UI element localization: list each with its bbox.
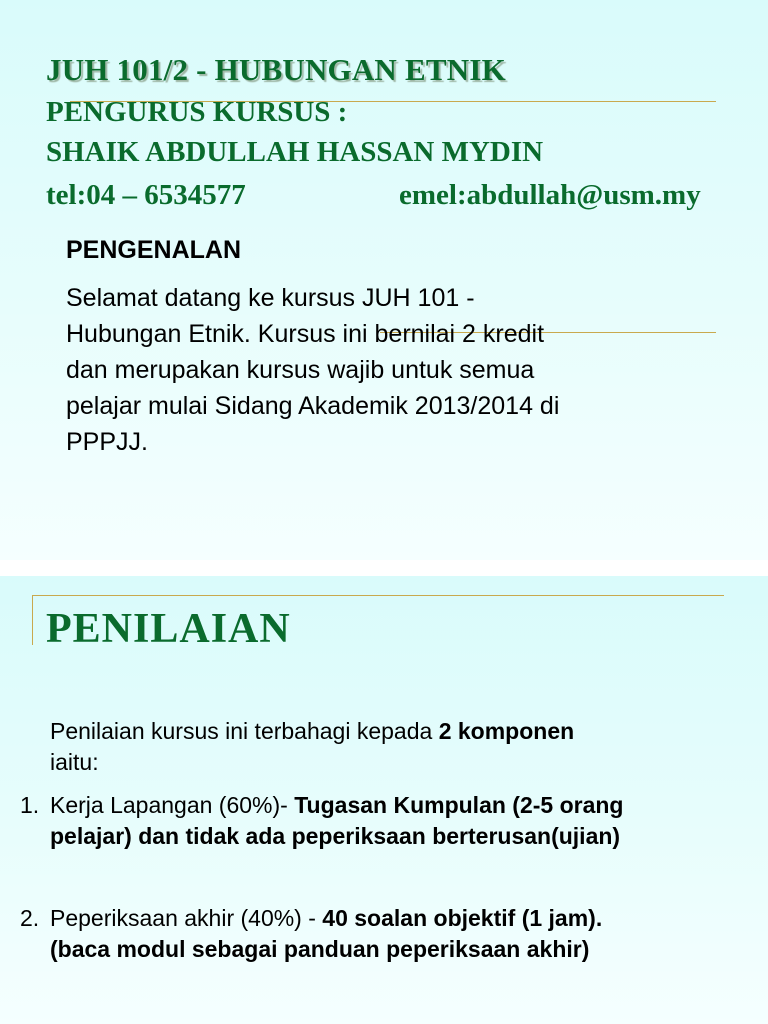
title-frame-top	[32, 595, 724, 596]
intro-line: dan merupakan kursus wajib untuk semua	[66, 356, 535, 384]
coordinator-label: PENGURUS KURSUS :	[46, 96, 348, 128]
intro-line: pelajar mulai Sidang Akademik 2013/2014 di	[66, 392, 560, 420]
assessment-intro	[50, 716, 574, 778]
item-1-text: Kerja Lapangan (60%)-	[50, 792, 295, 818]
assessment-item-2	[50, 903, 765, 965]
slide-title: JUH 101/2 - HUBUNGAN ETNIK	[46, 52, 506, 87]
intro-bold: 2 komponen	[438, 718, 575, 744]
contact-line	[46, 179, 726, 212]
item-2-text: Peperiksaan akhir (40%) -	[50, 905, 323, 931]
intro-text-2: iaitu:	[50, 749, 99, 775]
intro-line: Hubungan Etnik. Kursus ini bernilai 2 kredit	[66, 320, 545, 348]
item-2-number: 2.	[20, 905, 40, 931]
intro-text: Penilaian kursus ini terbahagi kepada	[50, 718, 439, 744]
intro-line: PPPJJ.	[66, 428, 148, 456]
intro-line: Selamat datang ke kursus JUH 101 -	[66, 284, 475, 312]
item-1-bold: Tugasan Kumpulan (2-5 orang	[294, 792, 624, 818]
item-1-number: 1.	[20, 792, 40, 818]
section-heading: PENGENALAN	[66, 236, 242, 264]
title-frame-left	[32, 595, 33, 645]
intro-paragraph	[66, 280, 716, 460]
coordinator-name: SHAIK ABDULLAH HASSAN MYDIN	[46, 136, 544, 168]
telephone: tel:04 – 6534577	[46, 179, 246, 211]
item-2-bold: 40 soalan objektif (1 jam).	[322, 905, 603, 931]
email: emel:abdullah@usm.my	[399, 179, 701, 211]
penilaian-title: PENILAIAN	[46, 606, 291, 652]
item-2-bold-2: (baca modul sebagai panduan peperiksaan akhir)	[50, 936, 590, 962]
item-1-bold-2: pelajar) dan tidak ada peperiksaan berterusan(ujian)	[50, 823, 621, 849]
assessment-item-1	[50, 790, 765, 852]
